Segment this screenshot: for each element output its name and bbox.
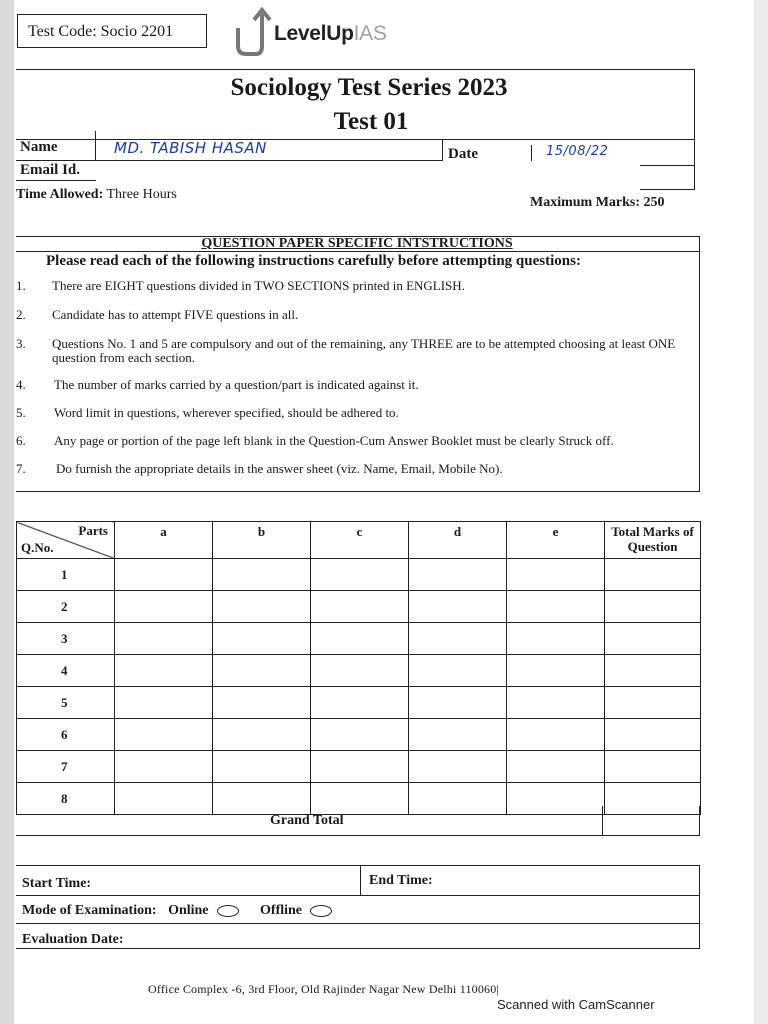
- marks-cell[interactable]: [409, 559, 507, 591]
- scan-edge-shadow: [0, 0, 14, 1024]
- time-allowed: [16, 187, 177, 203]
- marks-cell[interactable]: [507, 783, 605, 815]
- brand-suffix: IAS: [353, 22, 387, 45]
- instructions-title: QUESTION PAPER SPECIFIC INTSTRUCTIONS: [201, 236, 513, 251]
- marks-cell[interactable]: [213, 783, 311, 815]
- marks-cell[interactable]: [409, 655, 507, 687]
- maximum-marks-value: 250: [643, 195, 665, 210]
- total-cell[interactable]: [605, 687, 701, 719]
- maximum-marks: [530, 195, 665, 211]
- parts-qno-header-cell: [17, 522, 115, 559]
- column-header-d: d: [409, 522, 507, 559]
- marks-cell[interactable]: [115, 655, 213, 687]
- marks-cell[interactable]: [507, 719, 605, 751]
- marks-cell[interactable]: [213, 655, 311, 687]
- column-header-c: c: [311, 522, 409, 559]
- marks-cell[interactable]: [409, 623, 507, 655]
- marks-cell[interactable]: [507, 623, 605, 655]
- marks-cell[interactable]: [311, 719, 409, 751]
- brand-logo-text: [274, 22, 387, 46]
- marks-cell[interactable]: [115, 687, 213, 719]
- total-cell[interactable]: [605, 719, 701, 751]
- table-row: [17, 719, 701, 751]
- online-radio[interactable]: [217, 905, 239, 917]
- marks-cell[interactable]: [213, 591, 311, 623]
- marks-cell[interactable]: [507, 591, 605, 623]
- date-field[interactable]: 15/08/22: [546, 144, 609, 159]
- marks-cell[interactable]: [311, 655, 409, 687]
- marks-cell[interactable]: [311, 687, 409, 719]
- question-number: 6: [17, 719, 115, 751]
- question-number: 1: [17, 559, 115, 591]
- marks-cell[interactable]: [409, 751, 507, 783]
- marks-cell[interactable]: [507, 751, 605, 783]
- total-cell[interactable]: [605, 623, 701, 655]
- question-number: 3: [17, 623, 115, 655]
- qno-header: Q.No.: [21, 540, 54, 555]
- table-header-row: [17, 522, 701, 559]
- table-row: [17, 655, 701, 687]
- date-label: Date: [448, 146, 478, 162]
- table-row: [17, 783, 701, 815]
- marks-cell[interactable]: [507, 559, 605, 591]
- offline-option-label: Offline: [260, 903, 303, 918]
- total-cell[interactable]: [605, 655, 701, 687]
- offline-radio[interactable]: [310, 905, 332, 917]
- levelup-logo-icon: [232, 6, 272, 56]
- column-header-b: b: [213, 522, 311, 559]
- evaluation-date-label: Evaluation Date:: [22, 932, 124, 947]
- table-row: [17, 751, 701, 783]
- instructions-subtitle: Please read each of the following instructions carefully before attempting questions:: [46, 253, 581, 269]
- marks-cell[interactable]: [311, 591, 409, 623]
- marks-cell[interactable]: [409, 719, 507, 751]
- marks-cell[interactable]: [213, 751, 311, 783]
- marks-cell[interactable]: [311, 623, 409, 655]
- grand-total-cell[interactable]: [604, 808, 698, 834]
- time-allowed-label: Time Allowed:: [16, 187, 104, 202]
- name-label: Name: [20, 139, 58, 155]
- marks-cell[interactable]: [213, 623, 311, 655]
- column-header-e: e: [507, 522, 605, 559]
- marks-cell[interactable]: [409, 687, 507, 719]
- marks-cell[interactable]: [311, 751, 409, 783]
- mode-label: Mode of Examination:: [22, 903, 157, 918]
- grand-total-label: Grand Total: [270, 813, 344, 828]
- table-row: [17, 623, 701, 655]
- table-row: [17, 591, 701, 623]
- time-allowed-value: Three Hours: [106, 187, 177, 202]
- marks-cell[interactable]: [311, 559, 409, 591]
- question-number: 8: [17, 783, 115, 815]
- marks-cell[interactable]: [311, 783, 409, 815]
- test-number: Test 01: [333, 108, 409, 135]
- question-number: 5: [17, 687, 115, 719]
- name-field[interactable]: MD. TABISH HASAN: [114, 139, 267, 157]
- question-number: 7: [17, 751, 115, 783]
- marks-cell[interactable]: [409, 591, 507, 623]
- total-cell[interactable]: [605, 591, 701, 623]
- marks-cell[interactable]: [507, 655, 605, 687]
- total-marks-header: Total Marks of Question: [605, 522, 701, 559]
- marks-cell[interactable]: [115, 623, 213, 655]
- question-number: 2: [17, 591, 115, 623]
- marks-cell[interactable]: [115, 719, 213, 751]
- marks-cell[interactable]: [115, 783, 213, 815]
- scanner-watermark: Scanned with CamScanner: [497, 997, 655, 1012]
- marks-cell[interactable]: [213, 559, 311, 591]
- marks-table: [16, 521, 701, 815]
- marks-cell[interactable]: [213, 687, 311, 719]
- marks-cell[interactable]: [115, 751, 213, 783]
- test-code-box: Test Code: Socio 2201: [17, 14, 207, 48]
- parts-header: Parts: [78, 523, 108, 538]
- office-address: Office Complex -6, 3rd Floor, Old Rajinder Nagar New Delhi 110060|: [148, 982, 500, 996]
- end-time-label: End Time:: [369, 873, 433, 888]
- column-header-a: a: [115, 522, 213, 559]
- table-row: [17, 687, 701, 719]
- marks-cell[interactable]: [213, 719, 311, 751]
- table-row: [17, 559, 701, 591]
- marks-cell[interactable]: [409, 783, 507, 815]
- total-cell[interactable]: [605, 559, 701, 591]
- mode-of-examination: [22, 903, 332, 919]
- marks-cell[interactable]: [115, 591, 213, 623]
- page-title: Sociology Test Series 2023: [230, 74, 508, 101]
- answer-sheet-page: Test Code: Socio 2201 LevelUpIAS Sociology Test Series 2023 Test 01 Name MD. TABISH HASAN Date 15/08/22 Email Id. Time Allowed: Three Hours Maximum Marks: 250 QUESTION PAPER SPECIFIC INTSTRUCTIONS Please read each of the following instructions carefully before attempting questions: 1. There are EIGHT questions divided in TWO SECTIONS printed in ENGLISH. 2. Candidate has to attempt FIVE questions in all. 3. Questions No. 1 and 5 are compulsory and out of the remaining, any THREE are to be attempted choosing at least ONE question from each section. 4. The number of marks carried by a question/part is indicated against it. 5. Word limit in questions, wherever specified, should be adhered to. 6. Any page or portion of the page left blank in the Question-Cum Answer Booklet must be clearly Struck off. 7. Do furnish the appropriate details in the answer sheet (viz. Name, Email, Mobile No). Parts Q.No. a b c d e Total Marks of Question 1 2 3 4 5 6 7 8 Grand Total Start Time: End Time: Mode of Examination: Online Offline Evaluation Date: Office Complex -6, 3rd Floor, Old Rajinder Nagar New Delhi 110060| Scanned with CamScanner: [14, 0, 754, 1024]
- brand-name: LevelUp: [274, 22, 354, 45]
- maximum-marks-label: Maximum Marks:: [530, 195, 641, 210]
- marks-cell[interactable]: [507, 687, 605, 719]
- total-cell[interactable]: [605, 751, 701, 783]
- marks-cell[interactable]: [115, 559, 213, 591]
- online-option-label: Online: [168, 903, 209, 918]
- question-number: 4: [17, 655, 115, 687]
- email-label: Email Id.: [20, 162, 81, 178]
- start-time-label: Start Time:: [22, 876, 92, 891]
